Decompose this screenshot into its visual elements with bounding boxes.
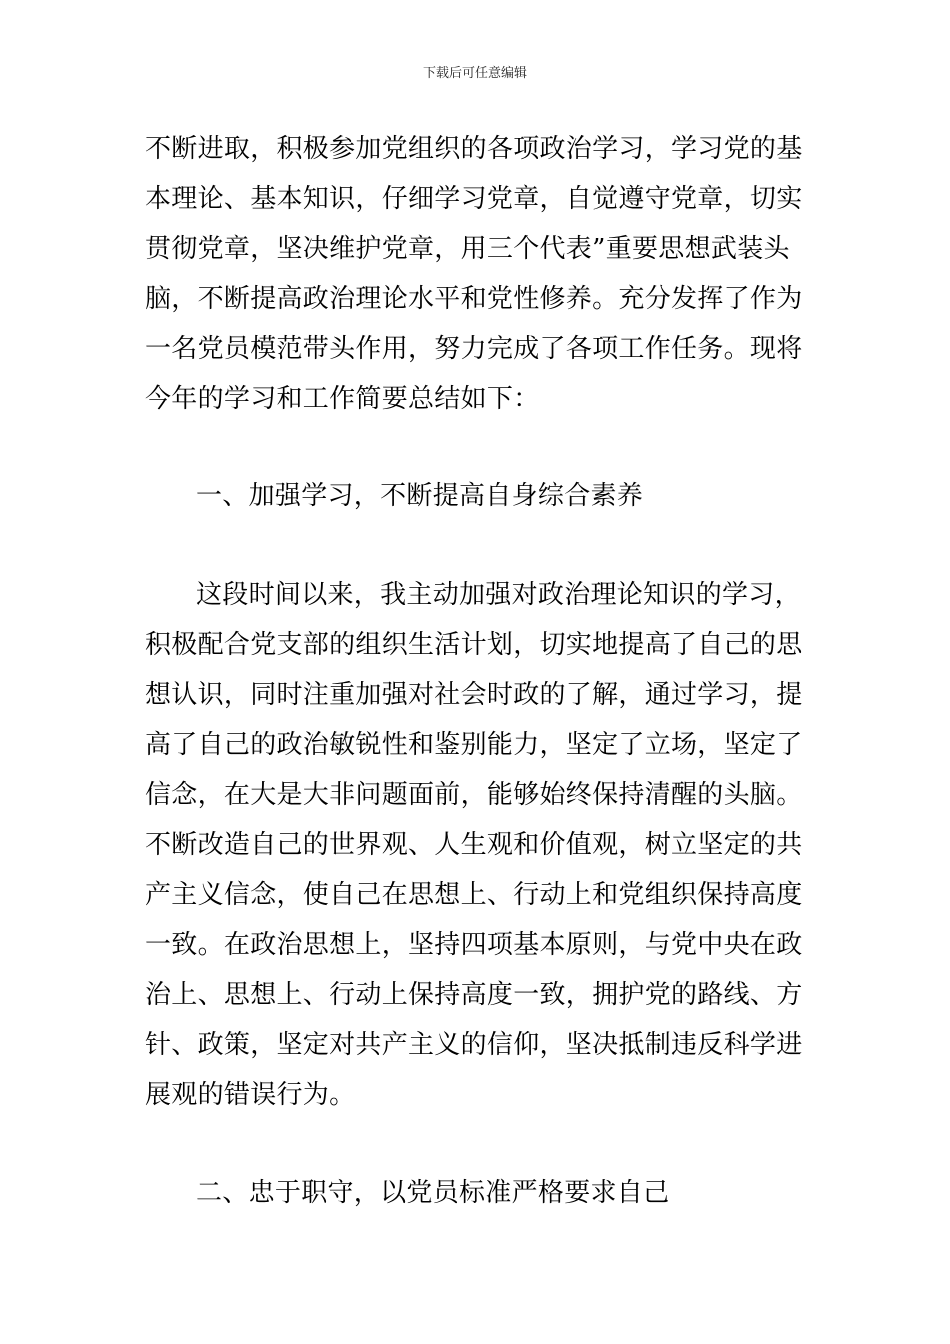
page-header: 下载后可任意编辑: [422, 66, 527, 81]
paragraph-line: 本理论、基本知识，仔细学习党章，自觉遵守党章，切实: [145, 184, 803, 214]
paragraph-line: 信念，在大是大非问题面前，能够始终保持清醒的头脑。: [145, 780, 803, 810]
paragraph-line: 高了自己的政治敏锐性和鉴别能力，坚定了立场，坚定了: [145, 730, 803, 760]
paragraph-line: 脑，不断提高政治理论水平和党性修养。充分发挥了作为: [145, 284, 803, 314]
paragraph-line: 积极配合党支部的组织生活计划，切实地提高了自己的思: [145, 630, 803, 660]
paragraph-line: 不断改造自己的世界观、人生观和价值观，树立坚定的共: [145, 830, 803, 860]
paragraph-line: 针、政策，坚定对共产主义的信仰，坚决抵制违反科学进: [145, 1030, 803, 1060]
paragraph-line: 这段时间以来，我主动加强对政治理论知识的学习，: [196, 580, 801, 610]
section-heading-2: 二、忠于职守，以党员标准严格要求自己: [196, 1178, 670, 1208]
paragraph-line: 不断进取，积极参加党组织的各项政治学习，学习党的基: [145, 134, 803, 164]
paragraph-line: 治上、思想上、行动上保持高度一致，拥护党的路线、方: [145, 980, 803, 1010]
paragraph-line: 产主义信念，使自己在思想上、行动上和党组织保持高度: [145, 880, 803, 910]
paragraph-line: 今年的学习和工作简要总结如下：: [145, 384, 540, 414]
paragraph-line: 想认识，同时注重加强对社会时政的了解，通过学习，提: [145, 680, 803, 710]
paragraph-line: 展观的错误行为。: [145, 1080, 356, 1110]
paragraph-line: 一致。在政治思想上，坚持四项基本原则，与党中央在政: [145, 930, 803, 960]
paragraph-line: 贯彻党章，坚决维护党章，用三个代表”重要思想武装头: [145, 234, 790, 264]
section-heading-1: 一、加强学习，不断提高自身综合素养: [196, 481, 644, 511]
paragraph-line: 一名党员模范带头作用，努力完成了各项工作任务。现将: [145, 334, 803, 364]
